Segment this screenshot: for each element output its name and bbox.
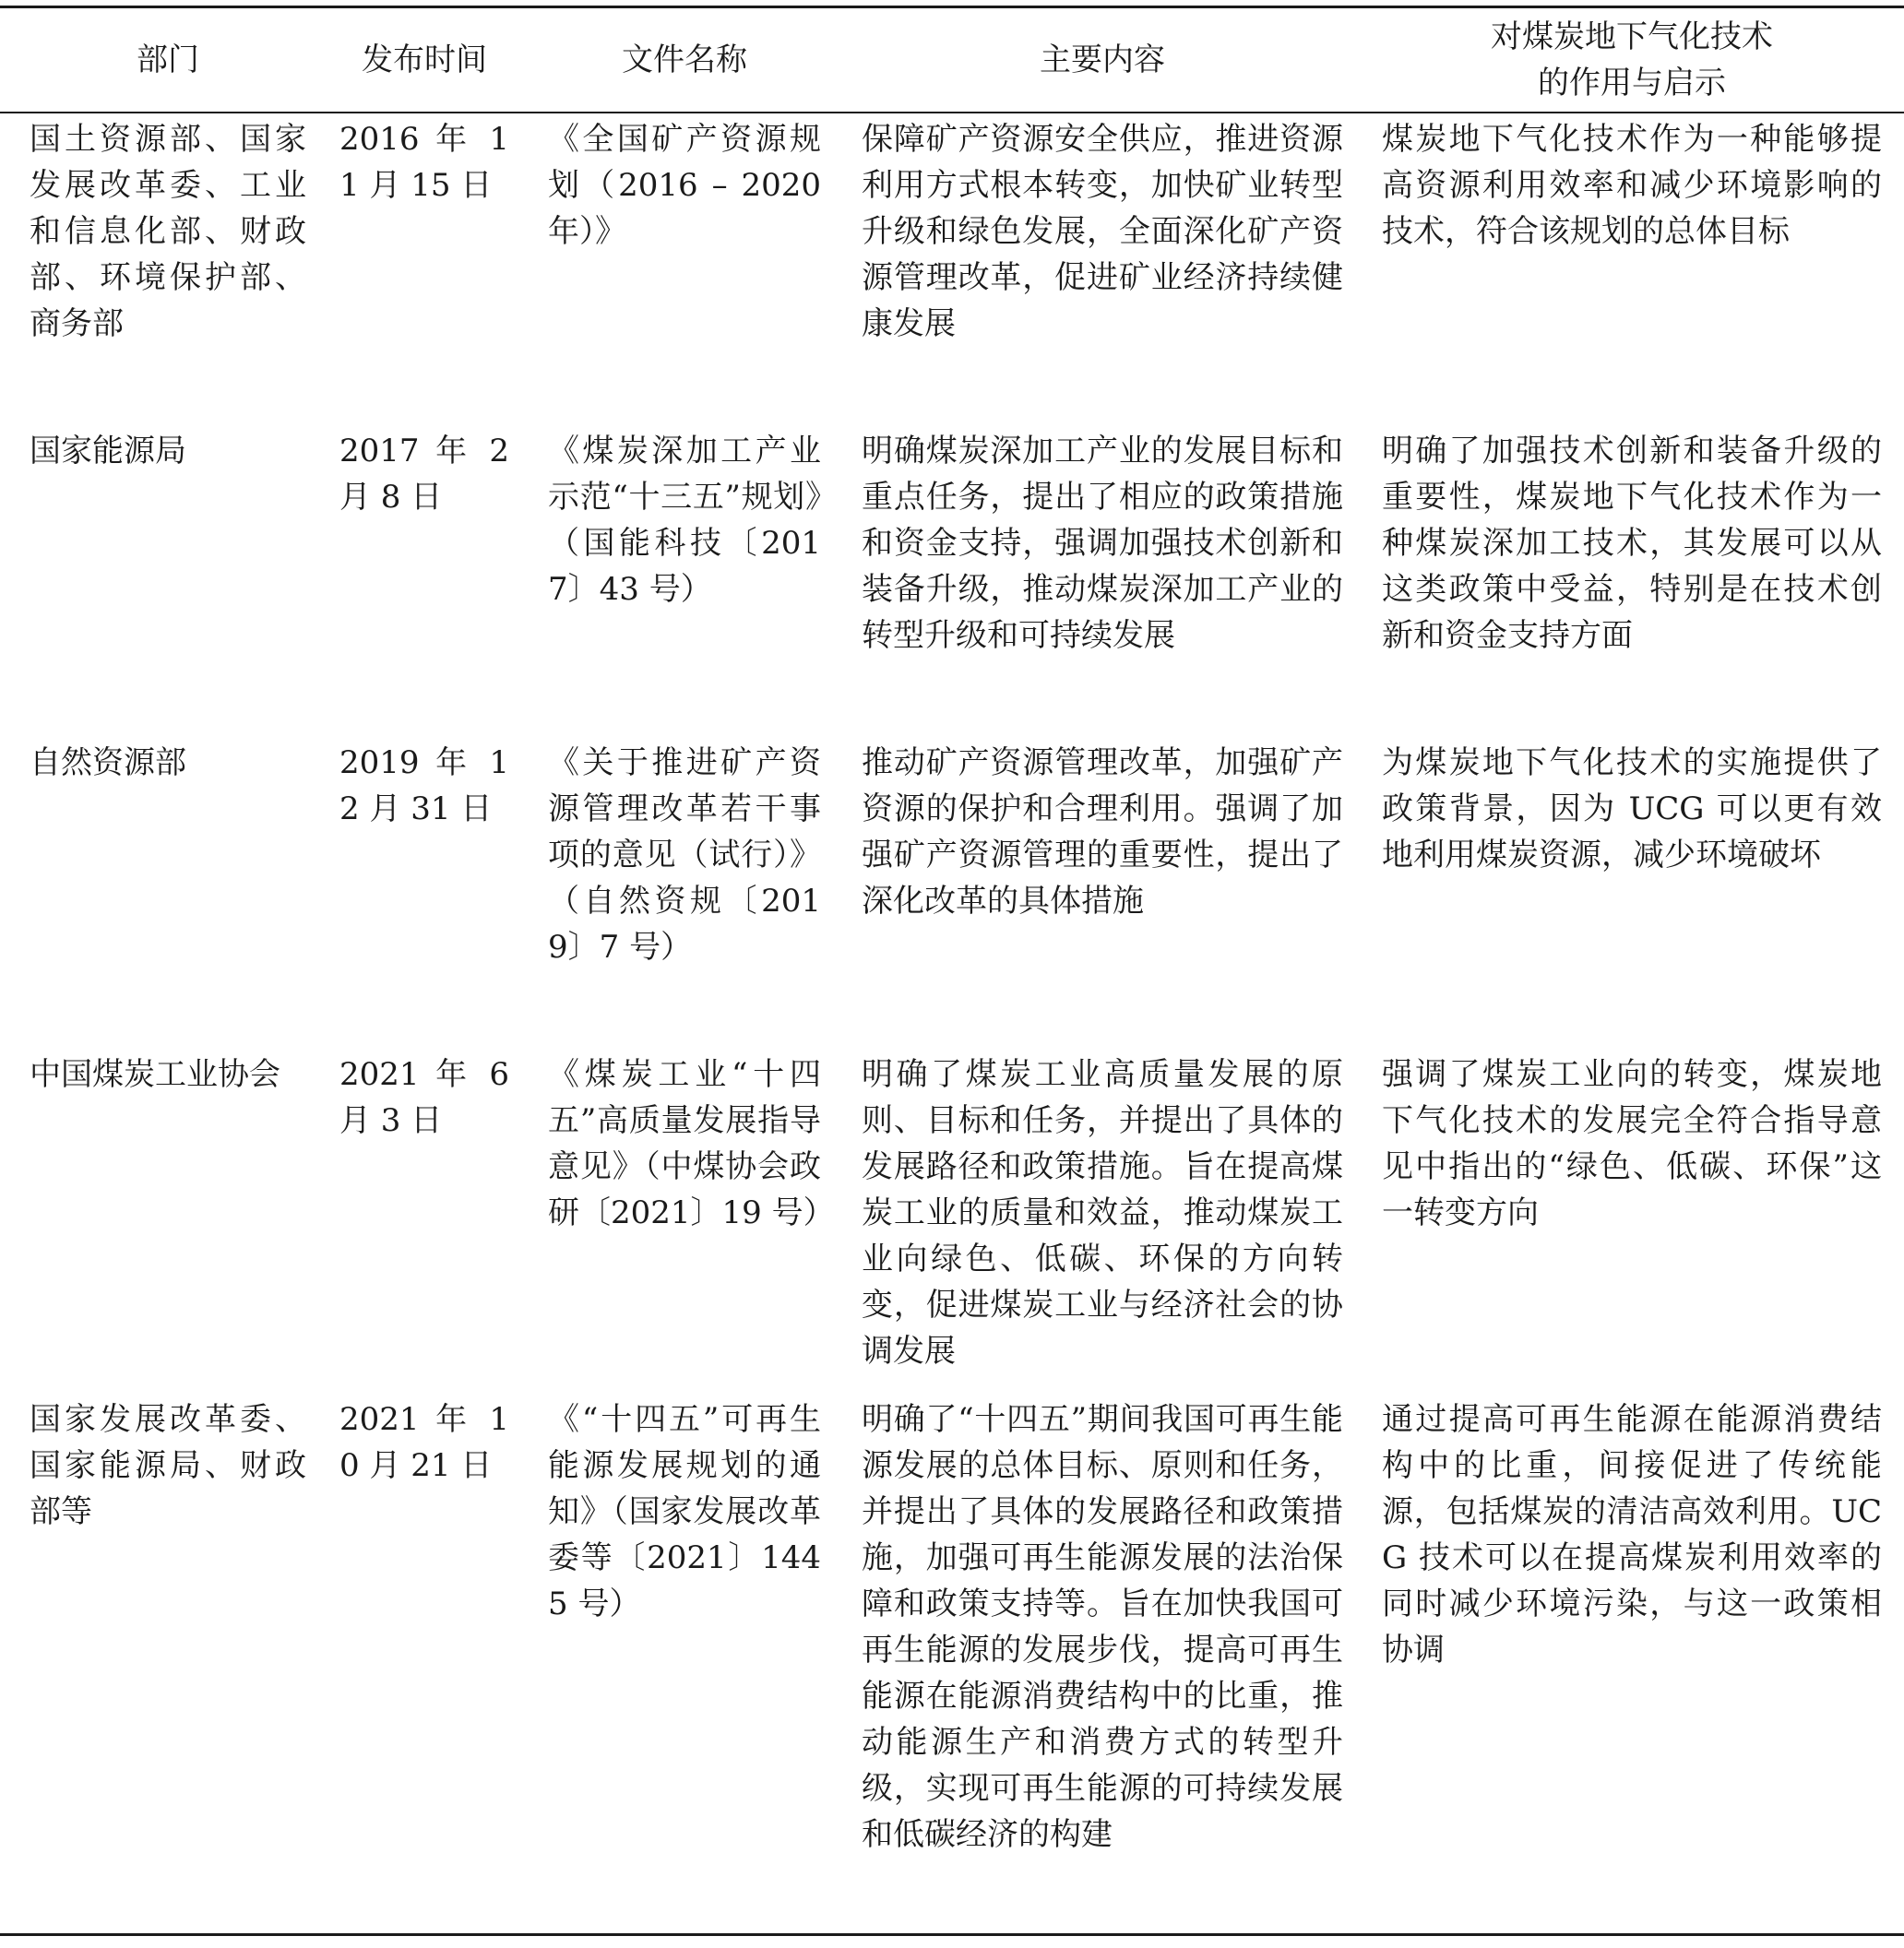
row-4-department: 中国煤炭工业协会 (30, 1056, 280, 1093)
row-2-department: 国家能源局 (30, 433, 186, 469)
table-bottom-rule (0, 1933, 1904, 1936)
row-2-content: 明确煤炭深加工产业的发展目标和重点任务，提出了相应的政策措施和资金支持，强调加强技术创新和装备升级，推动煤炭深加工产业的转型升级和可持续发展 (862, 433, 1343, 654)
header-implication: 对煤炭地下气化技术 的作用与启示 (1491, 18, 1773, 101)
row-4-document: 《煤炭工业“十四五”高质量发展指导意见》（中煤协会政研〔2021〕19 号） (548, 1056, 835, 1231)
row-1-document: 《全国矿产资源规划（2016 – 2020 年）》 (548, 121, 821, 250)
row-1-implication: 煤炭地下气化技术作为一种能够提高资源利用效率和减少环境影响的技术，符合该规划的总体目标 (1382, 121, 1882, 250)
row-3-document: 《关于推进矿产资源管理改革若干事项的意见（试行）》（自然资规〔2019〕7 号） (548, 744, 821, 966)
table-top-rule (0, 6, 1904, 8)
row-5-date: 2021 年 10 月 21 日 (339, 1401, 509, 1484)
row-5-content: 明确了“十四五”期间我国可再生能源发展的总体目标、原则和任务，并提出了具体的发展路径和政策措施，加强可再生能源发展的法治保障和政策支持等。旨在加快我国可再生能源的发展步伐，提高可再生能源在能源消费结构中的比重，推动能源生产和消费方式的转型升级，实现可再生能源的可持续发展和低碳经济的构建 (862, 1401, 1343, 1853)
row-2-implication: 明确了加强技术创新和装备升级的重要性，煤炭地下气化技术作为一种煤炭深加工技术，其发展可以从这类政策中受益，特别是在技术创新和资金支持方面 (1382, 433, 1882, 654)
header-department: 部门 (137, 42, 199, 78)
row-1-department: 国土资源部、国家发展改革委、工业和信息化部、财政部、环境保护部、商务部 (30, 121, 306, 342)
row-2-document: 《煤炭深加工产业示范“十三五”规划》（国能科技〔2017〕43 号） (548, 433, 821, 608)
row-4-content: 明确了煤炭工业高质量发展的原则、目标和任务，并提出了具体的发展路径和政策措施。旨在提高煤炭工业的质量和效益，推动煤炭工业向绿色、低碳、环保的方向转变，促进煤炭工业与经济社会的协调发展 (862, 1056, 1343, 1370)
row-5-department: 国家发展改革委、国家能源局、财政部等 (30, 1401, 306, 1530)
row-3-implication: 为煤炭地下气化技术的实施提供了政策背景，因为 UCG 可以更有效地利用煤炭资源，减少环境破坏 (1382, 744, 1882, 873)
row-5-implication: 通过提高可再生能源在能源消费结构中的比重，间接促进了传统能源，包括煤炭的清洁高效利用。UCG 技术可以在提高煤炭利用效率的同时减少环境污染，与这一政策相协调 (1382, 1401, 1882, 1669)
row-4-date: 2021 年 6 月 3 日 (339, 1056, 509, 1139)
row-1-content: 保障矿产资源安全供应，推进资源利用方式根本转变，加快矿业转型升级和绿色发展，全面深化矿产资源管理改革，促进矿业经济持续健康发展 (862, 121, 1343, 342)
header-document: 文件名称 (622, 42, 747, 78)
row-3-content: 推动矿产资源管理改革，加强矿产资源的保护和合理利用。强调了加强矿产资源管理的重要性，提出了深化改革的具体措施 (862, 744, 1343, 920)
row-4-implication: 强调了煤炭工业向的转变，煤炭地下气化技术的发展完全符合指导意见中指出的“绿色、低碳、环保”这一转变方向 (1382, 1056, 1882, 1231)
row-3-department: 自然资源部 (30, 744, 186, 781)
table-header-rule (0, 112, 1904, 113)
header-date: 发布时间 (362, 42, 487, 78)
row-2-date: 2017 年 2 月 8 日 (339, 433, 509, 516)
row-3-date: 2019 年 12 月 31 日 (339, 744, 509, 827)
row-5-document: 《“十四五”可再生能源发展规划的通知》（国家发展改革委等〔2021〕1445 号） (548, 1401, 821, 1622)
row-1-date: 2016 年 11 月 15 日 (339, 121, 509, 204)
header-content: 主要内容 (1040, 42, 1165, 78)
